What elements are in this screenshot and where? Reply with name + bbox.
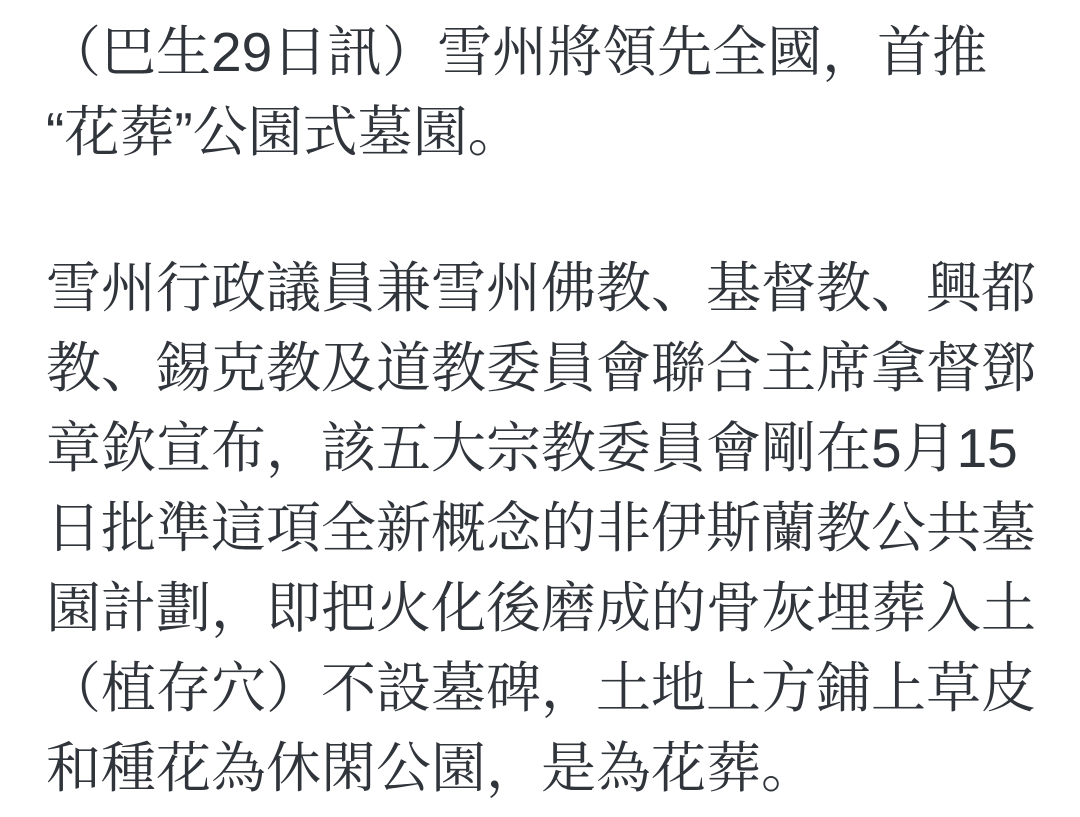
text-line: （植存穴）不設墓碑，土地上方鋪上草皮	[46, 657, 1037, 719]
text-line: 和種花為休閑公園，是為花葬。	[46, 737, 817, 799]
text-line: 日批準這項全新概念的非伊斯蘭教公共墓	[46, 497, 1037, 559]
text-line: 雪州行政議員兼雪州佛教、基督教、興都	[46, 257, 1037, 319]
text-line: 章欽宣布，該五大宗教委員會剛在5月15	[46, 417, 1018, 479]
text-line: 教、錫克教及道教委員會聯合主席拿督鄧	[46, 337, 1037, 399]
article-paragraph-body	[46, 248, 1042, 808]
text-line: （巴生29日訊）雪州將領先全國，首推	[46, 21, 988, 83]
text-line: “花葬”公園式墓園。	[46, 101, 523, 163]
article-paragraph-lead	[46, 12, 1042, 172]
text-line: 園計劃，即把火化後磨成的骨灰埋葬入土	[46, 577, 1037, 639]
